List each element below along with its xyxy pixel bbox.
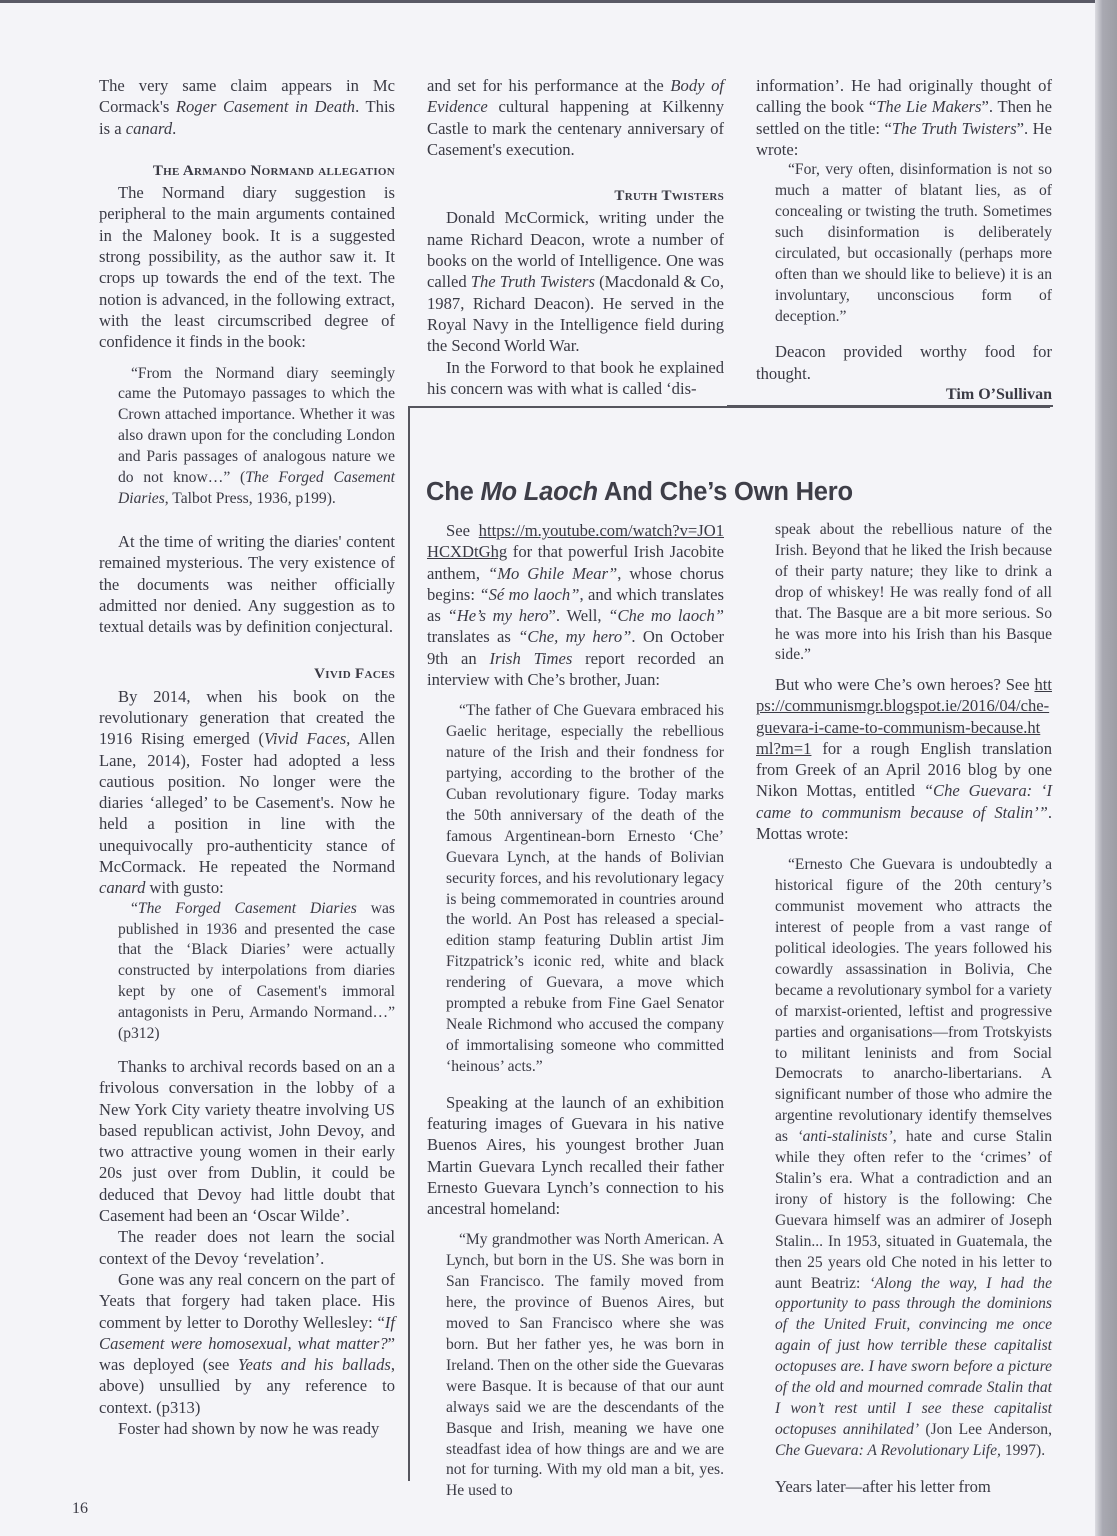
article-column-right	[775, 520, 1052, 666]
paragraph-normand: The Normand diary suggestion is peripheral to the main arguments contained in the Maloney book. It is a suggested strong possibility, as the author saw it. It crops up towards the end of the text. The notion is advanced, in the following extract, with the least circumscribed degree of confidence it finds in the book:	[99, 183, 395, 352]
article-column-right-lower	[756, 674, 1052, 1497]
blog-link[interactable]: https://communismgr.blogspot.ie/2016/04/che-guevara-i-came-to-communism-because.html?m=1	[756, 675, 1052, 758]
paragraph-information: information’. He had originally thought of calling the book “The Lie Makers”. Then he settled on the title: “The Truth Twisters”. He wrote:	[756, 76, 1053, 159]
article-column-left	[427, 520, 724, 1502]
blockquote-vivid: “The Forged Casement Diaries was published in 1936 and presented the case that the ‘Black Diaries’ were actually constructed by interpolations from diaries kept by one of Casement's immoral antagonists in Peru, Armando Normand…” (p312)	[118, 899, 395, 1043]
paragraph-see-youtube: See https://m.youtube.com/watch?v=JO1HCXDtGhg for that powerful Irish Jacobite anthem, “Mo Ghile Mear”, whose chorus begins: “Sé mo laoch”, and which translates as “He’s my hero”. Well, “Che mo laoch” translates as “Che, my hero”. On October 9th an Irish Times report recorded an interview with Che’s brother, Juan:	[427, 521, 725, 690]
article-headline: Che Mo Laoch And Che’s Own Hero	[426, 478, 853, 506]
paragraph-canard: The very same claim appears in Mc Cormack's Roger Casement in Death. This is a canard.	[99, 76, 396, 138]
section-heading-vivid-faces: Vivid Faces	[314, 666, 395, 683]
paragraph-forword: In the Forword to that book he explained his concern was with what is called ‘dis-	[427, 357, 724, 398]
paragraph-reader: The reader does not learn the social context of the Devoy ‘revelation’.	[99, 1227, 395, 1268]
youtube-link[interactable]: https://m.youtube.com/watch?v=JO1HCXDtGhg	[427, 521, 724, 562]
scan-top-edge	[0, 0, 1117, 3]
paragraph-gone: Gone was any real concern on the part of Yeats that forgery had taken place. His comment by letter to Dorothy Wellesley: “If Casement were homosexual, what matter?” was deployed (see Yeats and his ballads, above) unsullied by any reference to context. (p313)	[99, 1269, 395, 1417]
page-number: 16	[72, 1500, 88, 1517]
paragraph-heroes: But who were Che’s own heroes? See https://communismgr.blogspot.ie/2016/04/che-guevara-i-came-to-communism-because.html?m=1 for a rough English translation from Greek of an April 2016 blog by one Nikon Mottas, entitled “Che Guevara: ‘I came to communism because of Stalin’”. Mottas wrote:	[756, 675, 1052, 844]
blockquote-father: “The father of Che Guevara embraced his Gaelic heritage, especially the rebellious nature of the Irish and their fondness for partying, according to the brother of the Cuban revolutionary figure. Today marks the 50th anniversary of the death of the famous Argentinean-born Ernesto ‘Che’ Guevara Lynch, at the hands of Bolivian security forces, and his revolutionary legacy is being commemorated in countries around the world. An Post has released a special-edition stamp featuring Dublin artist Jim Fitzpatrick’s iconic red, white and black rendering of Guevara, a move which prompted a rebuke from Fine Gael Senator Neale Richmond who accused the company of immortalising someone who committed ‘heinous’ acts.”	[446, 702, 724, 1075]
paragraph-body-of-evidence: and set for his performance at the Body of Evidence cultural happening at Kilkenny Castle to mark the centenary anniversary of Casement's execution.	[427, 76, 724, 159]
blockquote-continued: speak about the rebellious nature of the Irish. Beyond that he liked the Irish because of their party nature; they like to drink a drop of whiskey! He was really fond of all that. The Basque are a bit more serious. So he was more into his Irish than his Basque side.”	[775, 521, 1052, 664]
column-2-top	[427, 75, 724, 399]
paragraph-vivid: By 2014, when his book on the revolutionary generation that created the 1916 Rising emerged (Vivid Faces, Allen Lane, 2014), Foster had adopted a less cautious position. No longer were the diaries ‘alleged’ to be Casement's. Now he held a position in line with the unequivocally pro-authenticity stance of McCormack. He repeated the Normand canard with gusto:	[99, 686, 395, 898]
article-box-left-border	[408, 407, 410, 1481]
article-box-top-border	[408, 406, 1050, 408]
paragraph-donald: Donald McCormick, writing under the name Richard Deacon, wrote a number of books on the world of Intelligence. One was called The Truth Twisters (Macdonald & Co, 1987, Richard Deacon). He served in the Royal Navy in the Intelligence field during the Second World War.	[427, 208, 724, 356]
paragraph-writing: At the time of writing the diaries' content remained mysterious. The very existence of the documents was neither officially admitted nor denied. Any suggestion as to textual details was by definition conjectural.	[99, 531, 395, 637]
column-1	[99, 75, 395, 1439]
paragraph-years-later: Years later—after his letter from	[775, 1476, 991, 1496]
blockquote-grandmother: “My grandmother was North American. A Lynch, but born in the US. She was born in San Francisco. The family moved from here, the province of Buenos Aires, but moved to San Francisco where she was born. But her father yes, he was born in Ireland. Then on the other side the Guevaras were Basque. It is because of that our aunt always said we are the descendants of the Basque and Irish, meaning we have one steadfast idea of how things are and we are not for turning. With my old man a bit, yes. He used to	[446, 1231, 724, 1500]
paragraph-speaking: Speaking at the launch of an exhibition featuring images of Guevara in his native Buenos Aires, his youngest brother Juan Martin Guevara Lynch recalled their father Ernesto Guevara Lynch’s connection to his ancestral homeland:	[427, 1092, 724, 1219]
paragraph-thanks: Thanks to archival records based on an a frivolous conversation in the lobby of a New York City variety theatre involving US based republican activist, John Devoy, and two attractive young women in their early 20s just over from Dublin, it could be deduced that Devoy had little doubt that Casement had been an ‘Oscar Wilde’.	[99, 1057, 395, 1226]
blockquote-normand: “From the Normand diary seemingly came the Putomayo passages to which the Crown attached importance. Whether it was also drawn upon for the concluding London and Paris passages of analogous nature we do not know…” (The Forged Casement Diaries, Talbot Press, 1936, p199).	[118, 364, 395, 507]
blockquote-mottas: “Ernesto Che Guevara is undoubtedly a historical figure of the 20th century’s communist movement who attracts the interest of people from a vast range of political ideologies. The years followed his cowardly assassination in Bolivia, Che became a revolutionary symbol for a variety of marxist-oriented, leftist and progressive parties and organisations—from Trotskyists to militant leninists and from Social Democrats to anarcho-libertarians. A significant number of those who admire the argentine revolutionary identify themselves as ‘anti-stalinists’, hate and curse Stalin while they often refer to the ‘crimes’ of Stalin’s era. What a contradiction and an irony of history is the following: Che Guevara himself was an admirer of Joseph Stalin... In 1953, situated in Guatemala, the then 25 years old Che noted in his letter to aunt Beatriz: ‘Along the way, I had the opportunity to pass through the dominions of the United Fruit, convincing me once again of just how terrible these capitalist octopuses are. I have sworn before a picture of the old and mourned comrade Stalin that I won’t rest until I see these capitalist octopuses annihilated’ (Jon Lee Anderson, Che Guevara: A Revolutionary Life, 1997).	[775, 856, 1053, 1459]
blockquote-deacon: “For, very often, disinformation is not so much a matter of blatant lies, as of concealing or twisting the truth. Sometimes such disinformation is deliberately circulated, but occasionally (perhaps more often than we should like to believe) it is an involuntary, unconscious form of deception.”	[775, 161, 1052, 325]
column-3-top	[756, 75, 1052, 405]
page-binding-shadow	[1095, 0, 1117, 1536]
paragraph-deacon: Deacon provided worthy food for thought.	[756, 342, 1052, 383]
section-heading-normand: The Armando Normand allegation	[152, 162, 395, 179]
section-heading-truth-twisters: Truth Twisters	[614, 188, 724, 205]
paragraph-foster: Foster had shown by now he was ready	[118, 1419, 380, 1439]
author-byline: Tim O’Sullivan	[946, 386, 1052, 404]
